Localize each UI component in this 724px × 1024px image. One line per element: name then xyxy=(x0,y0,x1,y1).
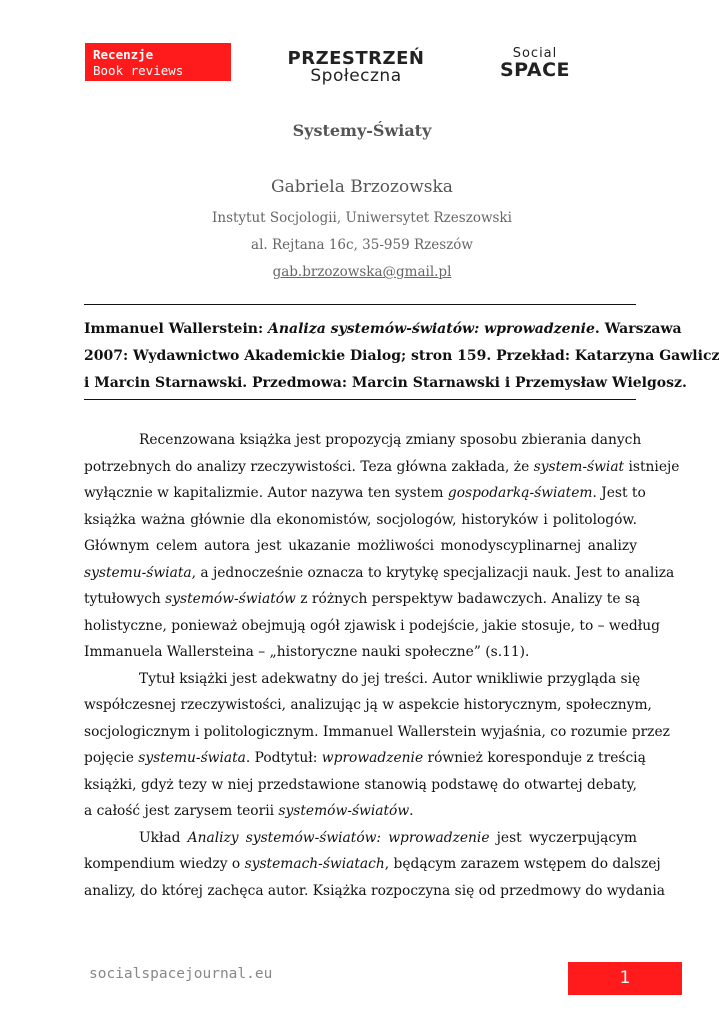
page-number: 1 xyxy=(568,962,682,995)
body-line: współczesnej rzeczywistości, analizując ją w aspekcie historycznym, społecznym, xyxy=(84,697,652,713)
book-citation xyxy=(84,316,720,397)
author-affiliation: Instytut Socjologii, Uniwersytet Rzeszowski xyxy=(212,210,512,226)
logo-line-2: Społeczna xyxy=(310,66,402,86)
body-line: kompendium wiedzy o systemach-światach, będącym zarazem wstępem do dalszej xyxy=(84,856,661,872)
body-line: socjologicznym i politologicznym. Immanuel Wallerstein wyjaśnia, co rozumie przez xyxy=(84,723,670,740)
author-email-link[interactable]: gab.brzozowska@gmail.pl xyxy=(272,264,452,280)
body-line: Głównym celem autora jest ukazanie możliwości monodyscyplinarnej analizy xyxy=(84,538,637,554)
body-line: holistyczne, ponieważ obejmują ogół zjawisk i podejście, jakie stosuje, to – według xyxy=(84,617,660,634)
body-line: a całość jest zarysem teorii systemów-światów. xyxy=(84,803,414,819)
body-line: potrzebnych do analizy rzeczywistości. Teza główna zakłada, że system-świat istnieje xyxy=(84,458,680,475)
logo-line-1: Social xyxy=(512,46,558,61)
body-line: książka ważna głównie dla ekonomistów, socjologów, historyków i politologów. xyxy=(84,511,637,528)
body-line: Immanuela Wallersteina – „historyczne nauki społeczne” (s.11). xyxy=(84,644,530,660)
body-line: wyłącznie w kapitalizmie. Autor nazywa ten system gospodarką-światem. Jest to xyxy=(84,485,646,501)
social-space-logo xyxy=(486,47,584,80)
journal-url: socialspacejournal.eu xyxy=(89,966,273,982)
logo-line-2: SPACE xyxy=(500,59,570,81)
body-line: Układ Analizy systemów-światów: wprowadzenie jest wyczerpującym xyxy=(139,829,638,846)
citation-line: Immanuel Wallerstein: Analiza systemów-światów: wprowadzenie. Warszawa xyxy=(84,321,682,337)
section-label-en: Book reviews xyxy=(93,63,184,78)
divider-bottom xyxy=(84,399,636,400)
citation-line: i Marcin Starnawski. Przedmowa: Marcin Starnawski i Przemysław Wielgosz. xyxy=(84,375,687,391)
body-line: systemu-świata, a jednocześnie oznacza to krytykę specjalizacji nauk. Jest to analiza xyxy=(84,564,675,581)
body-line: Tytuł książki jest adekwatny do jej treści. Autor wnikliwie przygląda się xyxy=(139,670,641,687)
divider-top xyxy=(84,304,636,305)
body-line: analizy, do której zachęca autor. Książka rozpoczyna się od przedmowy do wydania xyxy=(84,882,665,899)
body-line: książki, gdyż tezy w niej przedstawione stanowią podstawę do otwartej debaty, xyxy=(84,776,637,793)
article-title: Systemy-Światy xyxy=(292,121,432,140)
citation-line: 2007: Wydawnictwo Akademickie Dialog; stron 159. Przekład: Katarzyna Gawlicz xyxy=(84,348,720,364)
section-label-pl: Recenzje xyxy=(93,47,154,62)
author-email-line xyxy=(0,264,724,280)
body-line: Recenzowana książka jest propozycją zmiany sposobu zbierania danych xyxy=(139,432,642,448)
review-body xyxy=(84,427,680,904)
logo-line-1: PRZESTRZEŃ xyxy=(287,48,425,69)
przestrzen-spoleczna-logo xyxy=(278,50,434,84)
body-line: pojęcie systemu-świata. Podtytuł: wprowadzenie również koresponduje z treścią xyxy=(84,750,646,766)
author-name: Gabriela Brzozowska xyxy=(271,177,453,197)
body-line: tytułowych systemów-światów z różnych perspektyw badawczych. Analizy te są xyxy=(84,591,641,607)
author-address: al. Rejtana 16c, 35-959 Rzeszów xyxy=(251,237,473,253)
section-tag xyxy=(85,43,231,81)
